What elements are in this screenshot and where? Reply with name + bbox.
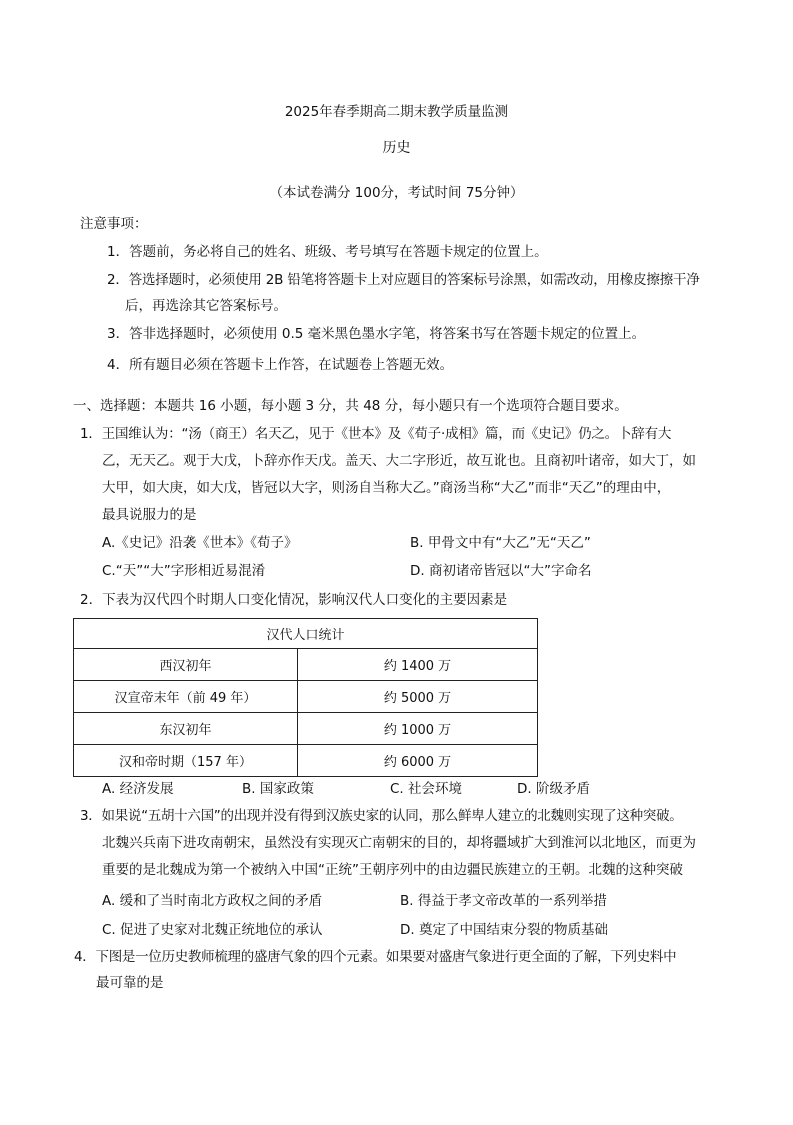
exam-note: （本试卷满分 100分，考试时间 75分钟） [269,185,524,201]
q2-option-c: C. 社会环境 [390,781,463,797]
q4-line-1: 4．下图是一位历史教师梳理的盛唐气象的四个元素。如果要对盛唐气象进行更全面的了解，下列史料中 [74,949,677,965]
q3-line-1: 3．如果说“五胡十六国”的出现并没有得到汉族史家的认同，那么鲜卑人建立的北魏则实现了这种突破。 [80,808,683,824]
q2-option-a: A. 经济发展 [102,781,174,797]
q1-option-a: A.《史记》沿袭《世本》《荀子》 [102,535,298,551]
table-cell-population: 约 5000 万 [298,681,538,713]
table-cell-population: 约 6000 万 [298,745,538,777]
q3-option-b: B. 得益于孝文帝改革的一系列举措 [400,893,607,909]
q2-stem: 2．下表为汉代四个时期人口变化情况，影响汉代人口变化的主要因素是 [80,592,508,608]
q3-line-3: 重要的是北魏成为第一个被纳入中国“正统”王朝序列中的由边疆民族建立的王朝。北魏的这种突破 [102,862,683,878]
q1-line-4: 最具说服力的是 [102,507,197,523]
q1-option-d: D. 商初诸帝皆冠以“大”字命名 [410,563,592,579]
exam-title: 2025年春季期高二期末教学质量监测 [284,104,509,120]
q3-option-d: D. 奠定了中国结束分裂的物质基础 [400,922,608,938]
population-table [73,618,538,777]
notice-item-4: 4．所有题目必须在答题卡上作答，在试题卷上答题无效。 [107,357,454,373]
q3-option-a: A. 缓和了当时南北方政权之间的矛盾 [102,893,323,909]
notice-heading: 注意事项： [80,216,148,232]
q2-option-d: D. 阶级矛盾 [517,781,590,797]
subject-title: 历史 [382,140,411,156]
section1-heading: 一、选择题：本题共 16 小题，每小题 3 分，共 48 分，每小题只有一个选项符合题目要求。 [73,398,628,414]
q4-line-2: 最可靠的是 [96,975,164,991]
table-row [74,649,538,681]
q2-option-b: B. 国家政策 [242,781,314,797]
q1-line-1: 1．王国维认为：“汤（商王）名天乙，见于《世本》及《荀子·成相》篇，而《史记》仍之。卜辞有大 [80,426,672,442]
q1-line-2: 乙，无天乙。观于大戊，卜辞亦作天戊。盖天、大二字形近，故互讹也。且商初叶诸帝，如大丁，如 [102,453,696,469]
q1-option-c: C.“天”“大”字形相近易混淆 [102,563,266,579]
table-title: 汉代人口统计 [74,619,538,649]
table-cell-population: 约 1000 万 [298,713,538,745]
q1-option-b: B. 甲骨文中有“大乙”无“天乙” [410,535,591,551]
table-title-row [74,619,538,649]
notice-item-2-cont: 后，再选涂其它答案标号。 [125,298,287,314]
table-cell-period: 西汉初年 [74,649,298,681]
table-cell-period: 汉和帝时期（157 年） [74,745,298,777]
notice-item-3: 3．答非选择题时，必须使用 0.5 毫米黑色墨水字笔，将答案书写在答题卡规定的位置上。 [107,326,646,342]
notice-item-2: 2．答选择题时，必须使用 2B 铅笔将答题卡上对应题目的答案标号涂黑，如需改动，用橡皮擦擦干净 [107,272,700,288]
table-cell-population: 约 1400 万 [298,649,538,681]
table-row [74,681,538,713]
table-row [74,713,538,745]
q1-line-3: 大甲，如大庚，如大戊，皆冠以大字，则汤自当称大乙。”商汤当称“大乙”而非“天乙”的理由中， [102,480,671,496]
q3-option-c: C. 促进了史家对北魏正统地位的承认 [102,922,323,938]
table-cell-period: 汉宣帝末年（前 49 年） [74,681,298,713]
table-row [74,745,538,777]
table-cell-period: 东汉初年 [74,713,298,745]
notice-item-1: 1．答题前，务必将自己的姓名、班级、考号填写在答题卡规定的位置上。 [107,244,548,260]
q3-line-2: 北魏兴兵南下进攻南朝宋，虽然没有实现灭亡南朝宋的目的，却将疆域扩大到淮河以北地区，而更为 [102,835,696,851]
